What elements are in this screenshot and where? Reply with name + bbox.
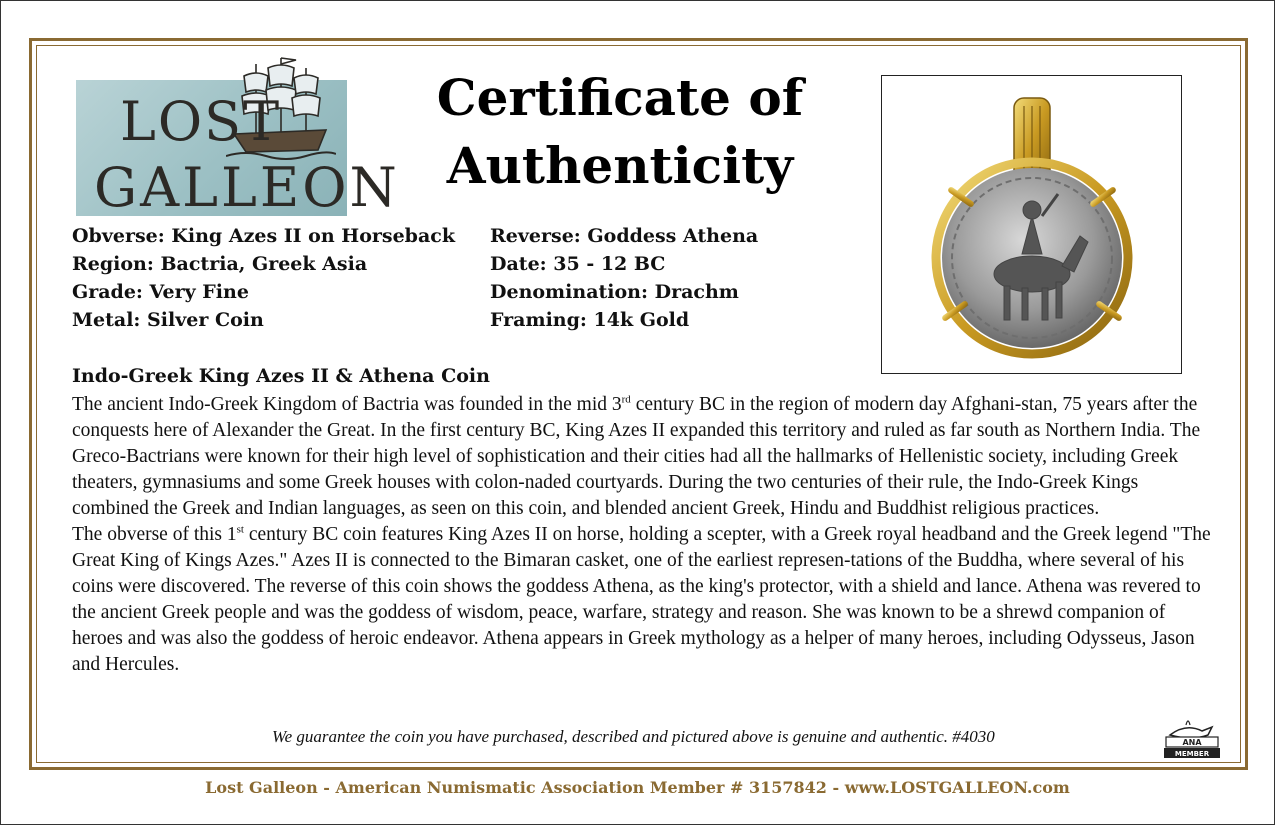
- specs-left-column: [72, 222, 455, 334]
- p1-superscript: rd: [621, 393, 631, 406]
- p2-superscript: st: [236, 523, 244, 536]
- description-body: [72, 392, 1212, 678]
- spec-metal: Metal: Silver Coin: [72, 309, 264, 331]
- logo-text-lost: LOST: [120, 90, 282, 153]
- title-line-1: Certificate of: [436, 68, 804, 127]
- badge-member-text: MEMBER: [1174, 750, 1210, 758]
- description-heading: Indo-Greek King Azes II & Athena Coin: [72, 365, 490, 387]
- p2-text-b: century BC coin features King Azes II on horse, holding a scepter, with a Greek royal headband and the Greek legend "The Great King of Kings Azes." Azes II is connected to the Bimaran casket, one of the earliest represen-tations of the Buddha, where several of his coins were discovered. The reverse of this coin shows the goddess Athena, as the king's protector, with a shield and lance. Athena was revered to the ancient Greek people and was the goddess of wisdom, peace, warfare, strategy and reason. She was known to be a shrewd companion of heroes and was also the goddess of heroic endeavor. Athena appears in Greek mythology as a helper of many heroes, including Odysseus, Jason and Hercules.: [72, 524, 1211, 675]
- description-paragraph-1: [72, 392, 1212, 522]
- lost-galleon-logo: [76, 54, 400, 219]
- description-paragraph-2: [72, 522, 1212, 678]
- spec-region: Region: Bactria, Greek Asia: [72, 253, 368, 275]
- specs-right-column: [490, 222, 758, 334]
- spec-framing: Framing: 14k Gold: [490, 309, 690, 331]
- footer-line: Lost Galleon - American Numismatic Association Member # 3157842 - www.LOSTGALLEON.com: [205, 778, 1070, 797]
- logo-text-galleon: GALLEON: [94, 156, 400, 219]
- title-line-2: Authenticity: [446, 136, 794, 195]
- spec-date: Date: 35 - 12 BC: [490, 253, 666, 275]
- spec-reverse: Reverse: Goddess Athena: [490, 225, 759, 247]
- coin-photo: [881, 75, 1182, 374]
- certificate-title: [420, 64, 820, 200]
- p1-text-b: century BC in the region of modern day Afghani-stan, 75 years after the conquests here of Alexander the Great. In the first century BC, King Azes II expanded this territory and ruled as far south as Northern India. The Greco-Bactrians were known for their high level of sophistication and their cities had all the hallmarks of Hellenistic society, including Greek theaters, gymnasiums and some Greek houses with colon-naded courtyards. During the two centuries of their rule, the Indo-Greek Kings combined the Greek and Indian languages, as seen on this coin, and blended ancient Greek, Hindu and Buddhist religious practices.: [72, 394, 1201, 519]
- guarantee-statement: We guarantee the coin you have purchased, described and pictured above is genuine and authentic. #4030: [272, 727, 995, 746]
- coin-pendant-image: [882, 76, 1181, 373]
- spec-denomination: Denomination: Drachm: [490, 281, 739, 303]
- p2-text-a: The obverse of this 1: [72, 524, 237, 545]
- spec-obverse: Obverse: King Azes II on Horseback: [72, 225, 456, 247]
- spec-grade: Grade: Very Fine: [72, 281, 249, 303]
- badge-ana-text: ANA: [1182, 738, 1202, 747]
- p1-text-a: The ancient Indo-Greek Kingdom of Bactria was founded in the mid 3: [72, 394, 622, 415]
- ana-lamp-icon: [1156, 711, 1226, 759]
